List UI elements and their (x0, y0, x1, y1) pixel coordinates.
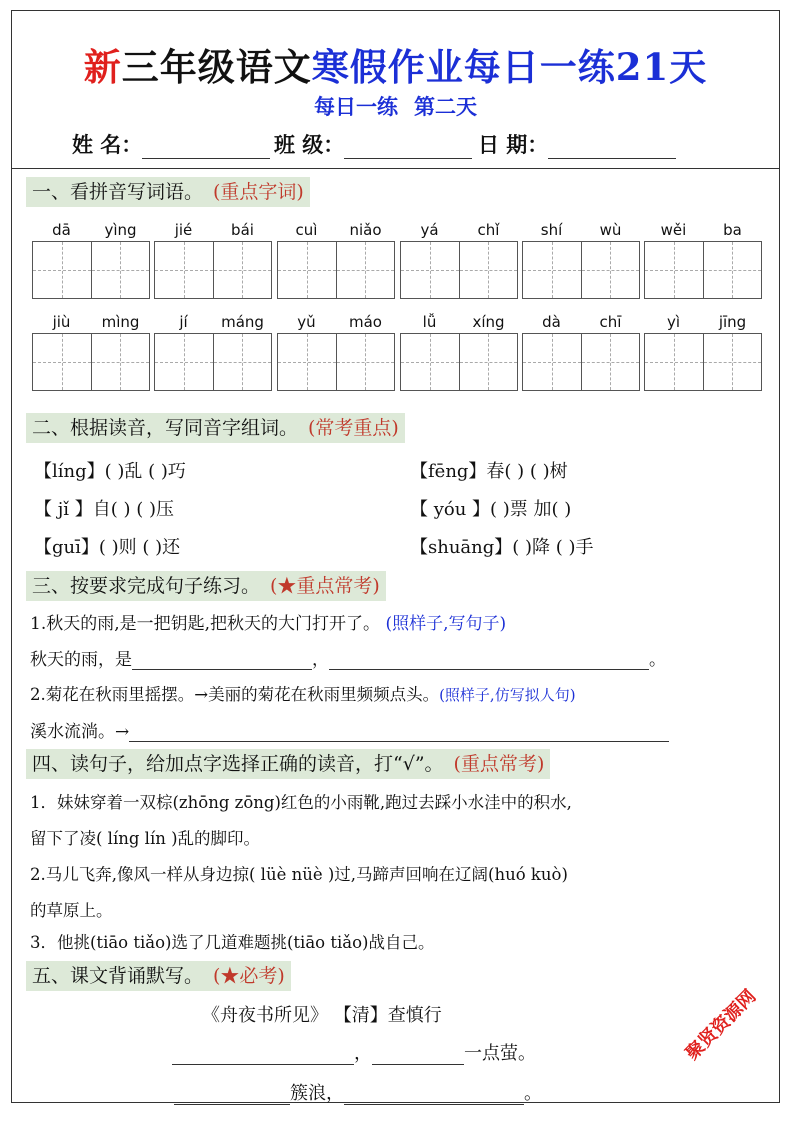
reading-line-1[interactable]: 1．妹妹穿着一双棕(zhōng zōng)红色的小雨靴,跑过去踩小水洼中的积水, (30, 793, 572, 812)
pinyin-label: yá (420, 221, 439, 239)
date-label: 日 期： (478, 132, 549, 157)
pinyin-label: dà (542, 313, 561, 331)
writing-grid[interactable] (32, 333, 150, 391)
page-title (12, 37, 779, 91)
grid-cell[interactable] (155, 334, 214, 390)
grid-cell[interactable] (337, 242, 395, 298)
reading-line-3[interactable]: 2.马儿飞奔,像风一样从身边掠( lüè nüè )过,马蹄声回响在辽阔(huó kuò) (30, 865, 568, 884)
grid-cell[interactable] (582, 334, 640, 390)
pinyin-label: jiù (52, 313, 71, 331)
poem-title: 《舟夜书所见》 【清】查慎行 (202, 1005, 442, 1026)
poem-line-2[interactable]: 簇浪， 。 (174, 1079, 542, 1105)
homophone-row-3-left[interactable]: 【guī】( )则 ( )还 (34, 537, 181, 558)
worksheet-page (11, 10, 780, 1103)
name-field[interactable] (72, 129, 270, 159)
date-field[interactable] (478, 129, 676, 159)
reading-line-5[interactable]: 3．他挑(tiāo tiǎo)选了几道难题挑(tiāo tiǎo)战自己。 (30, 933, 435, 952)
grid-cell[interactable] (460, 242, 518, 298)
title-red: 新 (83, 45, 122, 89)
watermark: 聚贤资源网 (681, 985, 761, 1065)
writing-grid[interactable] (522, 333, 640, 391)
writing-grid[interactable] (277, 241, 395, 299)
pinyin-label: chī (599, 313, 622, 331)
subtitle-2: 第二天 (414, 94, 477, 119)
pinyin-label: chǐ (477, 221, 500, 239)
pinyin-label: mìng (101, 313, 140, 331)
pinyin-label: jīng (718, 313, 747, 331)
pinyin-label: wù (599, 221, 622, 239)
subtitle-1: 每日一练 (314, 94, 398, 119)
pinyin-label: xíng (472, 313, 505, 331)
pinyin-label: yì (666, 313, 681, 331)
grid-cell[interactable] (645, 242, 704, 298)
writing-grid[interactable] (154, 333, 272, 391)
poem-line-1[interactable]: ， 一点萤。 (172, 1039, 536, 1065)
homophone-row-1-right[interactable]: 【fēng】春( ) ( )树 (410, 461, 568, 482)
grid-cell[interactable] (92, 334, 150, 390)
writing-grid[interactable] (400, 333, 518, 391)
grid-cell[interactable] (460, 334, 518, 390)
pinyin-label: yìng (104, 221, 137, 239)
grid-cell[interactable] (523, 334, 582, 390)
writing-grid[interactable] (522, 241, 640, 299)
writing-grid[interactable] (644, 333, 762, 391)
pinyin-label: niǎo (349, 221, 382, 239)
pinyin-label: máng (221, 313, 264, 331)
grid-cell[interactable] (704, 242, 762, 298)
sentence-q1-answer[interactable]: 秋天的雨，是 ， 。 (30, 650, 666, 670)
pinyin-label: lǚ (422, 313, 437, 331)
class-field[interactable] (274, 129, 472, 159)
section-5-title: 五、课文背诵默写。 (★必考) (26, 961, 291, 991)
section-4-title: 四、读句子，给加点字选择正确的读音，打“√”。 (重点常考) (26, 749, 550, 779)
reading-line-2[interactable]: 留下了凌( líng lín )乱的脚印。 (30, 829, 261, 848)
reading-line-4: 的草原上。 (30, 901, 113, 920)
grid-cell[interactable] (214, 242, 272, 298)
grid-cell[interactable] (401, 334, 460, 390)
pinyin-label: yǔ (297, 313, 316, 331)
sentence-q2-answer[interactable]: 溪水流淌。→ (30, 717, 669, 742)
header (12, 11, 779, 169)
homophone-row-3-right[interactable]: 【shuāng】( )降 ( )手 (410, 537, 594, 558)
grid-cell[interactable] (278, 242, 337, 298)
grid-cell[interactable] (92, 242, 150, 298)
grid-cell[interactable] (33, 242, 92, 298)
writing-grid[interactable] (277, 333, 395, 391)
pinyin-label: shí (540, 221, 563, 239)
writing-grid[interactable] (400, 241, 518, 299)
pinyin-label: jí (179, 313, 188, 331)
grid-cell[interactable] (582, 242, 640, 298)
sentence-q2: 2.菊花在秋雨里摇摆。→美丽的菊花在秋雨里频频点头。(照样子,仿写拟人句) (30, 685, 576, 704)
writing-grid[interactable] (154, 241, 272, 299)
pinyin-label: máo (349, 313, 382, 331)
homophone-row-1-left[interactable]: 【líng】( )乱 ( )巧 (34, 461, 186, 482)
pinyin-label: wěi (660, 221, 687, 239)
grid-cell[interactable] (401, 242, 460, 298)
pinyin-label: ba (723, 221, 742, 239)
name-label: 姓 名： (72, 132, 143, 157)
writing-grid[interactable] (644, 241, 762, 299)
section-3-title: 三、按要求完成句子练习。 (★重点常考) (26, 571, 386, 601)
grid-cell[interactable] (337, 334, 395, 390)
class-label: 班 级： (274, 132, 345, 157)
grid-cell[interactable] (704, 334, 762, 390)
section-1-title: 一、看拼音写词语。 (重点字词) (26, 177, 310, 207)
pinyin-label: cuì (295, 221, 318, 239)
grid-cell[interactable] (155, 242, 214, 298)
grid-cell[interactable] (33, 334, 92, 390)
pinyin-label: bái (231, 221, 254, 239)
homophone-row-2-left[interactable]: 【 jǐ 】自( ) ( )压 (34, 499, 175, 520)
writing-grid[interactable] (32, 241, 150, 299)
homophone-row-2-right[interactable]: 【 yóu 】( )票 加( ) (410, 499, 572, 520)
pinyin-label: jié (174, 221, 193, 239)
grid-cell[interactable] (214, 334, 272, 390)
title-blue: 寒假作业每日一练21天 (311, 45, 708, 89)
sentence-q1: 1.秋天的雨,是一把钥匙,把秋天的大门打开了。 (照样子,写句子) (30, 614, 507, 634)
pinyin-label: dā (52, 221, 71, 239)
grid-cell[interactable] (645, 334, 704, 390)
section-2-title: 二、根据读音，写同音字组词。 (常考重点) (26, 413, 405, 443)
title-black: 三年级语文 (121, 45, 312, 89)
subtitle (12, 91, 779, 121)
grid-cell[interactable] (523, 242, 582, 298)
grid-cell[interactable] (278, 334, 337, 390)
